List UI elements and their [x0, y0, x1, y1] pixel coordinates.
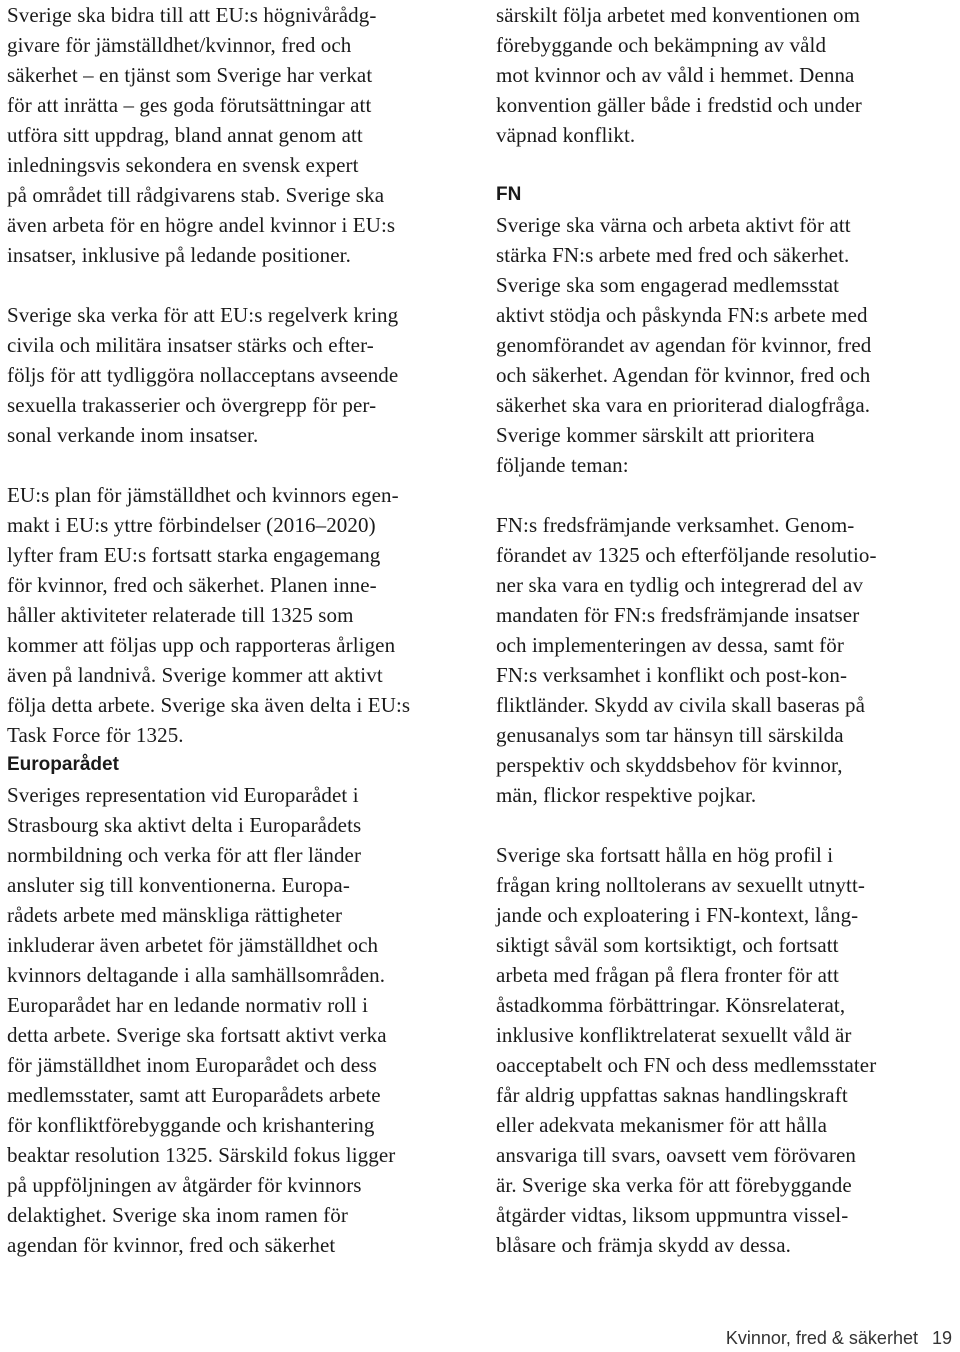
text-line: ansvariga till svars, oavsett vem förövaren: [496, 1143, 857, 1167]
paragraph-eu-regulations: [7, 300, 473, 450]
text-line: insatser, inklusive på ledande positioner.: [7, 243, 351, 267]
text-line: för jämställdhet inom Europarådet och dess: [7, 1053, 377, 1077]
heading-fn: FN: [496, 184, 522, 205]
text-line: makt i EU:s yttre förbindelser (2016–2020): [7, 513, 376, 537]
text-line: Strasbourg ska aktivt delta i Europarådets: [7, 813, 362, 837]
text-line: för kvinnor, fred och säkerhet. Planen inne-: [7, 573, 377, 597]
footer-title: Kvinnor, fred & säkerhet: [725, 1328, 918, 1348]
paragraph-eu-gender-plan: [7, 480, 473, 750]
text-line: särskilt följa arbetet med konventionen om: [496, 3, 861, 27]
text-line: följs för att tydliggöra nollacceptans avseende: [7, 363, 399, 387]
text-line: genomförandet av agendan för kvinnor, fred: [496, 333, 872, 357]
text-line: och säkerhet. Agendan för kvinnor, fred och: [496, 363, 871, 387]
text-line: väpnad konflikt.: [496, 123, 636, 147]
text-line: jande och exploatering i FN-kontext, lång-: [496, 903, 859, 927]
text-line: rådets arbete med mänskliga rättigheter: [7, 903, 343, 927]
text-line: siktigt såväl som kortsiktigt, och fortsatt: [496, 933, 839, 957]
paragraph-convention: [496, 0, 960, 150]
text-line: Sverige kommer särskilt att prioritera: [496, 423, 815, 447]
text-line: medlemsstater, samt att Europarådets arbete: [7, 1083, 381, 1107]
text-line: konvention gäller både i fredstid och under: [496, 93, 862, 117]
text-line: Task Force för 1325.: [7, 723, 184, 747]
text-line: förebyggande och bekämpning av våld: [496, 33, 827, 57]
text-line: är. Sverige ska verka för att förebyggande: [496, 1173, 852, 1197]
paragraph-un-support: [496, 210, 960, 480]
text-line: män, flickor respektive pojkar.: [496, 783, 757, 807]
text-line: åstadkomma förbättringar. Könsrelaterat,: [496, 993, 846, 1017]
text-line: ner ska vara en tydlig och integrerad del av: [496, 573, 864, 597]
text-line: kommer att följas upp och rapporteras årligen: [7, 633, 396, 657]
text-line: mandaten för FN:s fredsfrämjande insatser: [496, 603, 860, 627]
text-line: FN:s verksamhet i konflikt och post-kon-: [496, 663, 848, 687]
text-line: blåsare och främja skydd av dessa.: [496, 1233, 791, 1257]
text-line: för att inrätta – ges goda förutsättningar att: [7, 93, 372, 117]
text-line: för konfliktförebyggande och krishantering: [7, 1113, 375, 1137]
text-line: sonal verkande inom insatser.: [7, 423, 259, 447]
text-line: kvinnors deltagande i alla samhällsområden.: [7, 963, 386, 987]
text-line: givare för jämställdhet/kvinnor, fred och: [7, 33, 352, 57]
text-line: följa detta arbete. Sverige ska även delta i EU:s: [7, 693, 411, 717]
text-line: inledningsvis sekondera en svensk expert: [7, 153, 359, 177]
text-line: aktivt stödja och påskynda FN:s arbete med: [496, 303, 868, 327]
text-line: perspektiv och skyddsbehov för kvinnor,: [496, 753, 843, 777]
text-line: på området till rådgivarens stab. Sverige ska: [7, 183, 385, 207]
text-line: Sverige ska verka för att EU:s regelverk kring: [7, 303, 399, 327]
paragraph-un-peacekeeping: [496, 510, 960, 810]
text-line: håller aktiviteter relaterade till 1325 som: [7, 603, 354, 627]
paragraph-zero-tolerance: [496, 840, 960, 1260]
text-line: lyfter fram EU:s fortsatt starka engagemang: [7, 543, 381, 567]
text-line: inkluderar även arbetet för jämställdhet och: [7, 933, 379, 957]
text-line: genusanalys som tar hänsyn till särskilda: [496, 723, 844, 747]
text-line: och implementeringen av dessa, samt för: [496, 633, 844, 657]
text-line: fliktländer. Skydd av civila skall baseras på: [496, 693, 865, 717]
text-line: mot kvinnor och av våld i hemmet. Denna: [496, 63, 855, 87]
text-line: på uppföljningen av åtgärder för kvinnors: [7, 1173, 362, 1197]
text-line: detta arbete. Sverige ska fortsatt aktivt verka: [7, 1023, 387, 1047]
page-number: 19: [931, 1328, 952, 1348]
text-line: stärka FN:s arbete med fred och säkerhet.: [496, 243, 850, 267]
text-line: säkerhet – en tjänst som Sverige har verkat: [7, 63, 373, 87]
text-line: även på landnivå. Sverige kommer att aktivt: [7, 663, 383, 687]
page-footer: [726, 1328, 952, 1349]
text-line: FN:s fredsfrämjande verksamhet. Genom-: [496, 513, 855, 537]
text-line: även arbeta för en högre andel kvinnor i EU:s: [7, 213, 396, 237]
right-column: [496, 0, 960, 1260]
text-line: följande teman:: [496, 453, 629, 477]
left-column: [7, 0, 473, 1260]
text-line: förandet av 1325 och efterföljande resolutio-: [496, 543, 877, 567]
text-line: EU:s plan för jämställdhet och kvinnors egen-: [7, 483, 399, 507]
text-line: utföra sitt uppdrag, bland annat genom att: [7, 123, 363, 147]
text-line: Sverige ska som engagerad medlemsstat: [496, 273, 840, 297]
text-line: oacceptabelt och FN och dess medlemsstater: [496, 1053, 877, 1077]
text-line: Sveriges representation vid Europarådet i: [7, 783, 359, 807]
text-line: sexuella trakasserier och övergrepp för per-: [7, 393, 377, 417]
text-line: agendan för kvinnor, fred och säkerhet: [7, 1233, 336, 1257]
paragraph-council-of-europe: [7, 780, 473, 1260]
text-line: Sverige ska bidra till att EU:s högnivårådg-: [7, 3, 377, 27]
text-line: Sverige ska värna och arbeta aktivt för att: [496, 213, 851, 237]
text-line: Europarådet har en ledande normativ roll i: [7, 993, 369, 1017]
text-line: arbeta med frågan på flera fronter för att: [496, 963, 839, 987]
text-line: civila och militära insatser stärks och efter-: [7, 333, 374, 357]
text-line: ansluter sig till konventionerna. Europa-: [7, 873, 350, 897]
text-line: beaktar resolution 1325. Särskild fokus ligger: [7, 1143, 396, 1167]
text-line: får aldrig uppfattas saknas handlingskraft: [496, 1083, 848, 1107]
text-line: normbildning och verka för att fler länder: [7, 843, 362, 867]
text-line: inklusive konfliktrelaterat sexuellt våld är: [496, 1023, 852, 1047]
text-line: eller adekvata mekanismer för att hålla: [496, 1113, 827, 1137]
text-line: säkerhet ska vara en prioriterad dialogfråga.: [496, 393, 871, 417]
paragraph-eu-adviser: [7, 0, 473, 270]
heading-europaradet: Europarådet: [7, 754, 119, 775]
text-line: Sverige ska fortsatt hålla en hög profil i: [496, 843, 834, 867]
text-line: åtgärder vidtas, liksom uppmuntra vissel-: [496, 1203, 849, 1227]
text-line: frågan kring nolltolerans av sexuellt utnytt-: [496, 873, 865, 897]
text-line: delaktighet. Sverige ska inom ramen för: [7, 1203, 348, 1227]
